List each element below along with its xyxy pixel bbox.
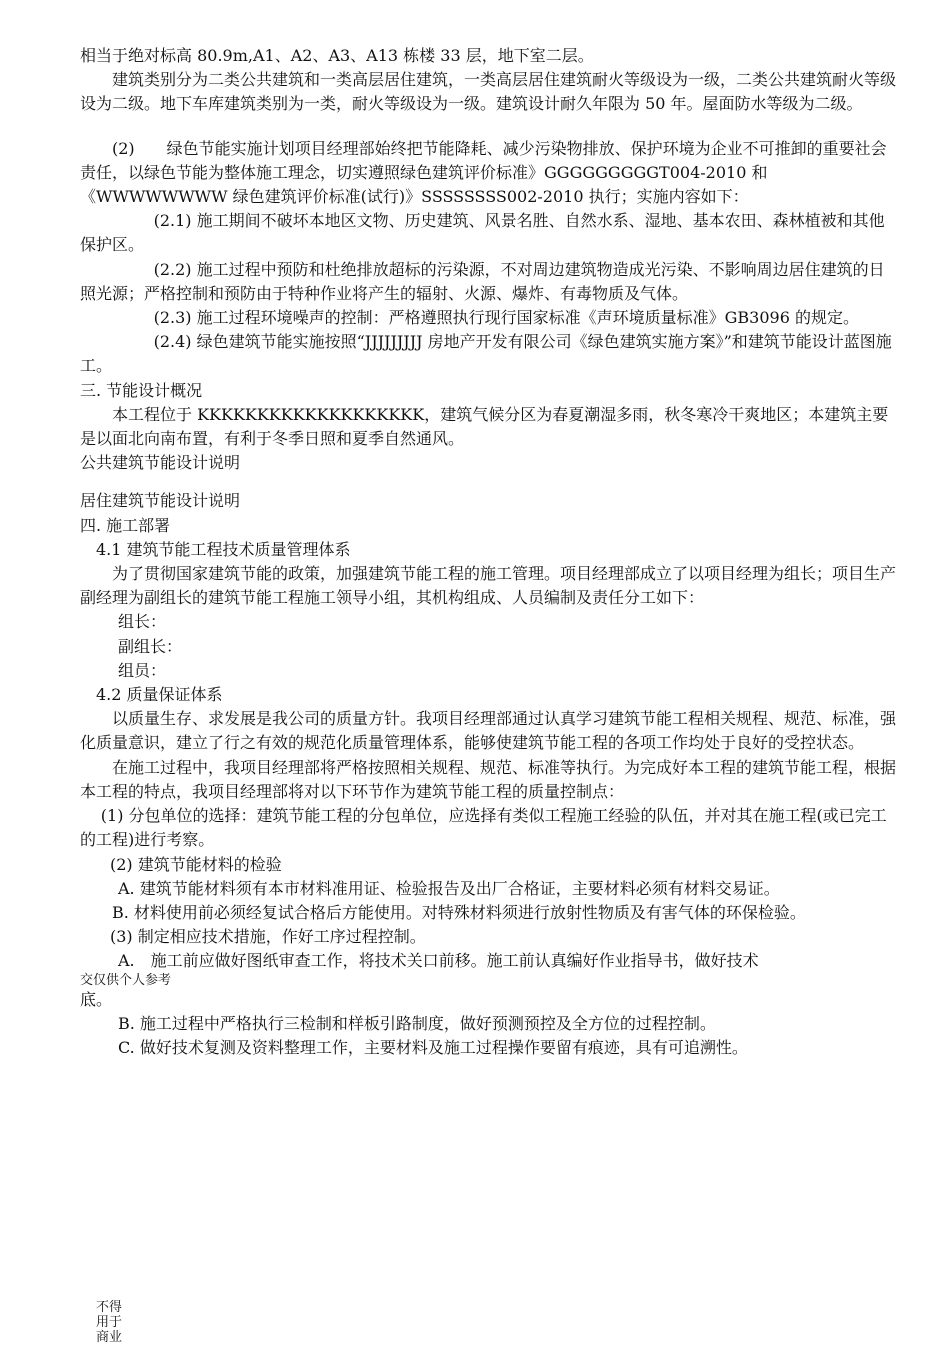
role-leader: 组长：	[118, 612, 167, 632]
paragraph-green-plan: (2) 绿色节能实施计划项目经理部始终把节能降耗、减少污染物排放、保护环境为企业不可推卸的重要社会责任，以绿色节能为整体施工理念，切实遵照绿色建筑评价标准》GGGGGGGGGT004-2010 和《WWWWWWWW 绿色建筑评价标准(试行)》SSSSSSSS002-2010 执行；实施内容如下：	[80, 138, 887, 207]
paragraph-building-category: 建筑类别分为二类公共建筑和一类高层居住建筑，一类高层居住建筑耐火等级设为一级，二类公共建筑耐火等级设为二级。地下车库建筑类别为一类，耐火等级设为一级。建筑设计耐久年限为 50 年。屋面防水等级为二级。	[80, 70, 897, 114]
item-measure-c: C. 做好技术复测及资料整理工作，主要材料及施工过程操作要留有痕迹，具有可追溯性。	[118, 1037, 748, 1057]
item-material-a: A. 建筑节能材料须有本市材料准用证、检验报告及出厂合格证，主要材料必须有材料交易证。	[118, 878, 780, 898]
section-heading-3: 三. 节能设计概况	[80, 380, 203, 400]
paragraph-management: 为了贯彻国家建筑节能的政策，加强建筑节能工程的施工管理。项目经理部成立了以项目经理为组长；项目生产副经理为副组长的建筑节能工程施工领导小组，其机构组成、人员编制及责任分工如下：	[80, 564, 897, 608]
document-body	[80, 44, 898, 1060]
public-building-note: 公共建筑节能设计说明	[80, 453, 241, 473]
item-measure-a-continued: 底。	[80, 989, 113, 1009]
item-2-4: (2.4) 绿色建筑节能实施按照“JJJJJJJJJ 房地产开发有限公司《绿色建筑实施方案》”和建筑节能设计蓝图施工。	[80, 332, 892, 376]
item-measure-a: A. 施工前应做好图纸审查工作，将技术关口前移。施工前认真编好作业指导书，做好技术	[118, 951, 759, 971]
paragraph-control-points: 在施工过程中，我项目经理部将严格按照相关规程、规范、标准等执行。为完成好本工程的建筑节能工程，根据本工程的特点，我项目经理部将对以下环节作为建筑节能工程的质量控制点：	[80, 757, 897, 801]
role-deputy: 副组长：	[118, 636, 183, 656]
paragraph-site-overview: 本工程位于 KKKKKKKKKKKKKKKKKKK，建筑气候分区为春夏潮湿多雨，秋冬寒冷干爽地区；本建筑主要是以面北向南布置，有利于冬季日照和夏季自然通风。	[80, 404, 889, 449]
item-2-2: (2.2) 施工过程中预防和杜绝排放超标的污染源，不对周边建筑物造成光污染、不影响周边居住建筑的日照光源；严格控制和预防由于特种作业将产生的辐射、火源、爆炸、有毒物质及气体。	[80, 259, 885, 303]
item-2-1: (2.1) 施工期间不破坏本地区文物、历史建筑、风景名胜、自然水系、湿地、基本农田、森林植被和其他保护区。	[80, 211, 885, 255]
subsection-4-2: 4.2 质量保证体系	[96, 685, 223, 705]
section-heading-4: 四. 施工部署	[80, 515, 171, 535]
subsection-4-1: 4.1 建筑节能工程技术质量管理体系	[96, 539, 351, 559]
item-subcontractor: (1) 分包单位的选择：建筑节能工程的分包单位，应选择有类似工程施工经验的队伍，并对其在施工程(或已完工的工程)进行考察。	[80, 806, 887, 850]
item-material-check: (2) 建筑节能材料的检验	[110, 854, 282, 874]
residential-building-note: 居住建筑节能设计说明	[80, 491, 241, 511]
role-member: 组员：	[118, 660, 167, 680]
not-for-commercial-use-note: 不得用于商业	[96, 1300, 123, 1345]
paragraph-quality-policy: 以质量生存、求发展是我公司的质量方针。我项目经理部通过认真学习建筑节能工程相关规程、规范、标准，强化质量意识，建立了行之有效的规范化质量管理体系，能够使建筑节能工程的各项工作均处于良好的受控状态。	[80, 709, 897, 753]
item-material-b: B. 材料使用前必须经复试合格后方能使用。对特殊材料须进行放射性物质及有害气体的环保检验。	[112, 902, 806, 922]
item-measure-b: B. 施工过程中严格执行三检制和样板引路制度，做好预测预控及全方位的过程控制。	[118, 1013, 716, 1033]
item-2-3: (2.3) 施工过程环境噪声的控制：严格遵照执行现行国家标准《声环境质量标准》GB3096 的规定。	[153, 308, 859, 328]
personal-reference-note: 交仅供个人参考	[80, 972, 172, 988]
paragraph-building-height: 相当于绝对标高 80.9m,A1、A2、A3、A13 栋楼 33 层，地下室二层。	[80, 46, 594, 65]
item-technical-measures: (3) 制定相应技术措施，作好工序过程控制。	[110, 927, 426, 947]
